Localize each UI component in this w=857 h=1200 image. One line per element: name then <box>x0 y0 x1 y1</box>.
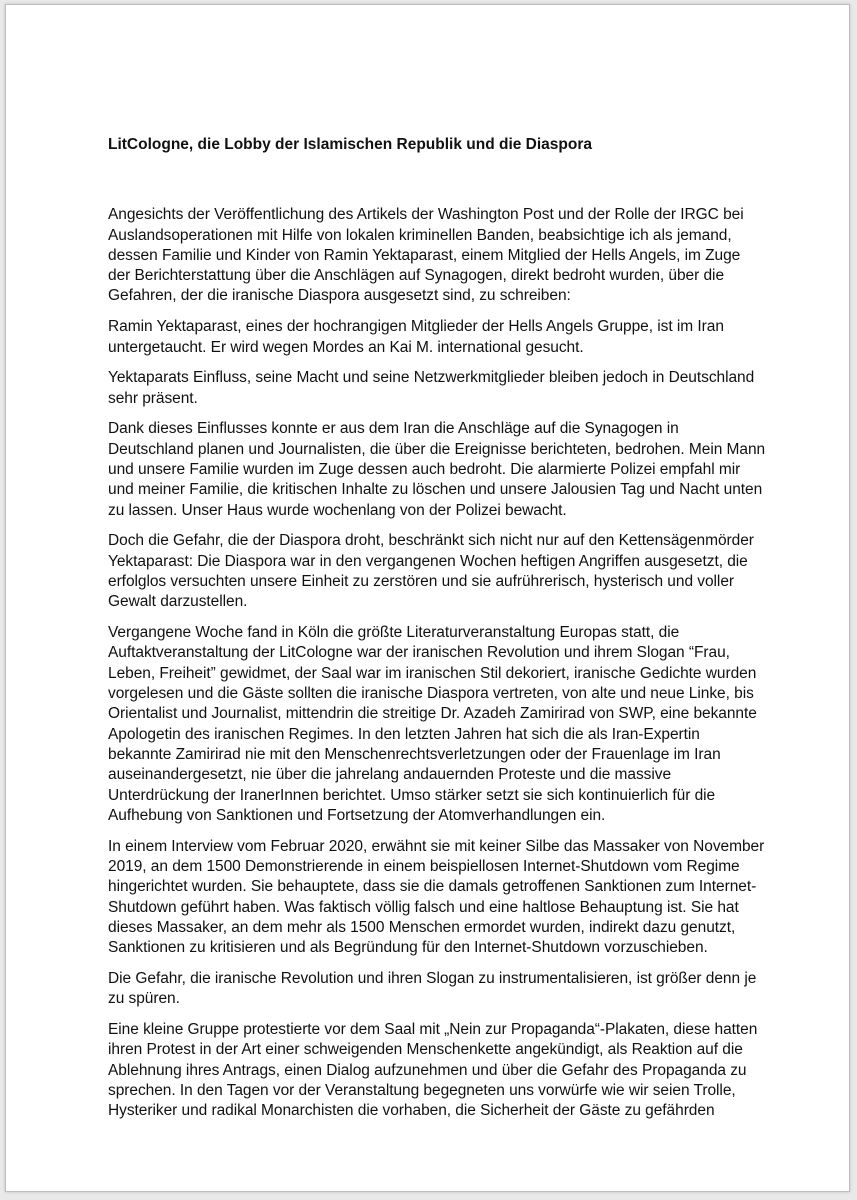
paragraph: Vergangene Woche fand in Köln die größte Literaturveranstaltung Europas statt, die Auftaktveranstaltung der LitCologne war der iranischen Revolution und ihrem Slogan “Frau, Leben, Freiheit” gewidmet, der Saal war im iranischen Stil dekoriert, iranische Gedichte wurden vorgelesen und die Gäste sollten die iranische Diaspora vertreten, von alte und neue Linke, bis Orientalist und Journalist, mittendrin die streitige Dr. Azadeh Zamirirad von SWP, eine bekannte Apologetin des iranischen Regimes. In den letzten Jahren hat sich die als Iran-Expertin bekannte Zamirirad nie mit den Menschenrechtsverletzungen oder der Frauenlage im Iran auseinandergesetzt, nie über die jahrelang andauernden Proteste und die massive Unterdrückung der IranerInnen berichtet. Umso stärker setzt sie sich kontinuierlich für die Aufhebung von Sanktionen und Fortsetzung der Atomverhandlungen ein. <box>108 624 757 824</box>
paragraph: Eine kleine Gruppe protestierte vor dem Saal mit „Nein zur Propaganda“-Plakaten, diese hatten ihren Protest in der Art einer schweigenden Menschenkette angekündigt, als Reaktion auf die Ablehnung ihres Antrags, einen Dialog aufzunehmen und über die Gefahr des Propaganda zu sprechen. In den Tagen vor der Veranstaltung begegneten uns vorwürfe wie wir seien Trolle, Hysteriker und radikal Monarchisten die vorhaben, die Sicherheit der Gäste zu gefährden <box>108 1020 758 1120</box>
paragraph: Die Gefahr, die iranische Revolution und ihren Slogan zu instrumentalisieren, ist größer denn je zu spüren. <box>108 969 757 1008</box>
paragraph: Doch die Gefahr, die der Diaspora droht, beschränkt sich nicht nur auf den Kettensägenmörder Yektaparast: Die Diaspora war in den vergangenen Wochen heftigen Angriffen ausgesetzt, die erfolglos versuchten unsere Einheit zu zerstören und sie aufrührerisch, hysterisch und voller Gewalt darzustellen. <box>108 532 754 611</box>
document-title: LitCologne, die Lobby der Islamischen Republik und die Diaspora <box>108 136 593 153</box>
paragraph: Yektaparats Einfluss, seine Macht und seine Netzwerkmitglieder bleiben jedoch in Deutschland sehr präsent. <box>108 369 755 407</box>
paragraph: Ramin Yektaparast, eines der hochrangigen Mitglieder der Hells Angels Gruppe, ist im Iran untergetaucht. Er wird wegen Mordes an Kai M. international gesucht. <box>108 318 724 356</box>
paragraph: In einem Interview vom Februar 2020, erwähnt sie mit keiner Silbe das Massaker von November 2019, an dem 1500 Demonstrierende in einem beispiellosen Internet-Shutdown vom Regime hingerichtet wurden. Sie behauptete, dass sie die damals getroffenen Sanktionen zum Internet-Shutdown geführt haben. Was faktisch völlig falsch und eine haltlose Behauptung ist. Sie hat dieses Massaker, an dem mehr als 1500 Menschen ermordet wurden, indirekt dazu genutzt, Sanktionen zu kritisieren und als Begründung für den Internet-Shutdown vorzuschieben. <box>108 837 765 957</box>
document-page <box>5 4 850 1192</box>
paragraph: Angesichts der Veröffentlichung des Artikels der Washington Post und der Rolle der IRGC bei Auslandsoperationen mit Hilfe von lokalen kriminellen Banden, beabsichtige ich als jemand, dessen Familie und Kinder von Ramin Yektaparast, einem Mitglied der Hells Angels, im Zuge der Berichterstattung über die Anschlägen auf Synagogen, direkt bedroht wurden, über die Gefahren, der die iranische Diaspora ausgesetzt sind, zu schreiben: <box>108 206 744 305</box>
document-body <box>108 135 766 1132</box>
paragraph: Dank dieses Einflusses konnte er aus dem Iran die Anschläge auf die Synagogen in Deutschland planen und Journalisten, die über die Ereignisse berichteten, bedrohen. Mein Mann und unsere Familie wurden im Zuge dessen auch bedroht. Die alarmierte Polizei empfahl mir und meiner Familie, die kritischen Inhalte zu löschen und unsere Jalousien Tag und Nacht unten zu lassen. Unser Haus wurde wochenlang von der Polizei bewacht. <box>108 420 766 519</box>
